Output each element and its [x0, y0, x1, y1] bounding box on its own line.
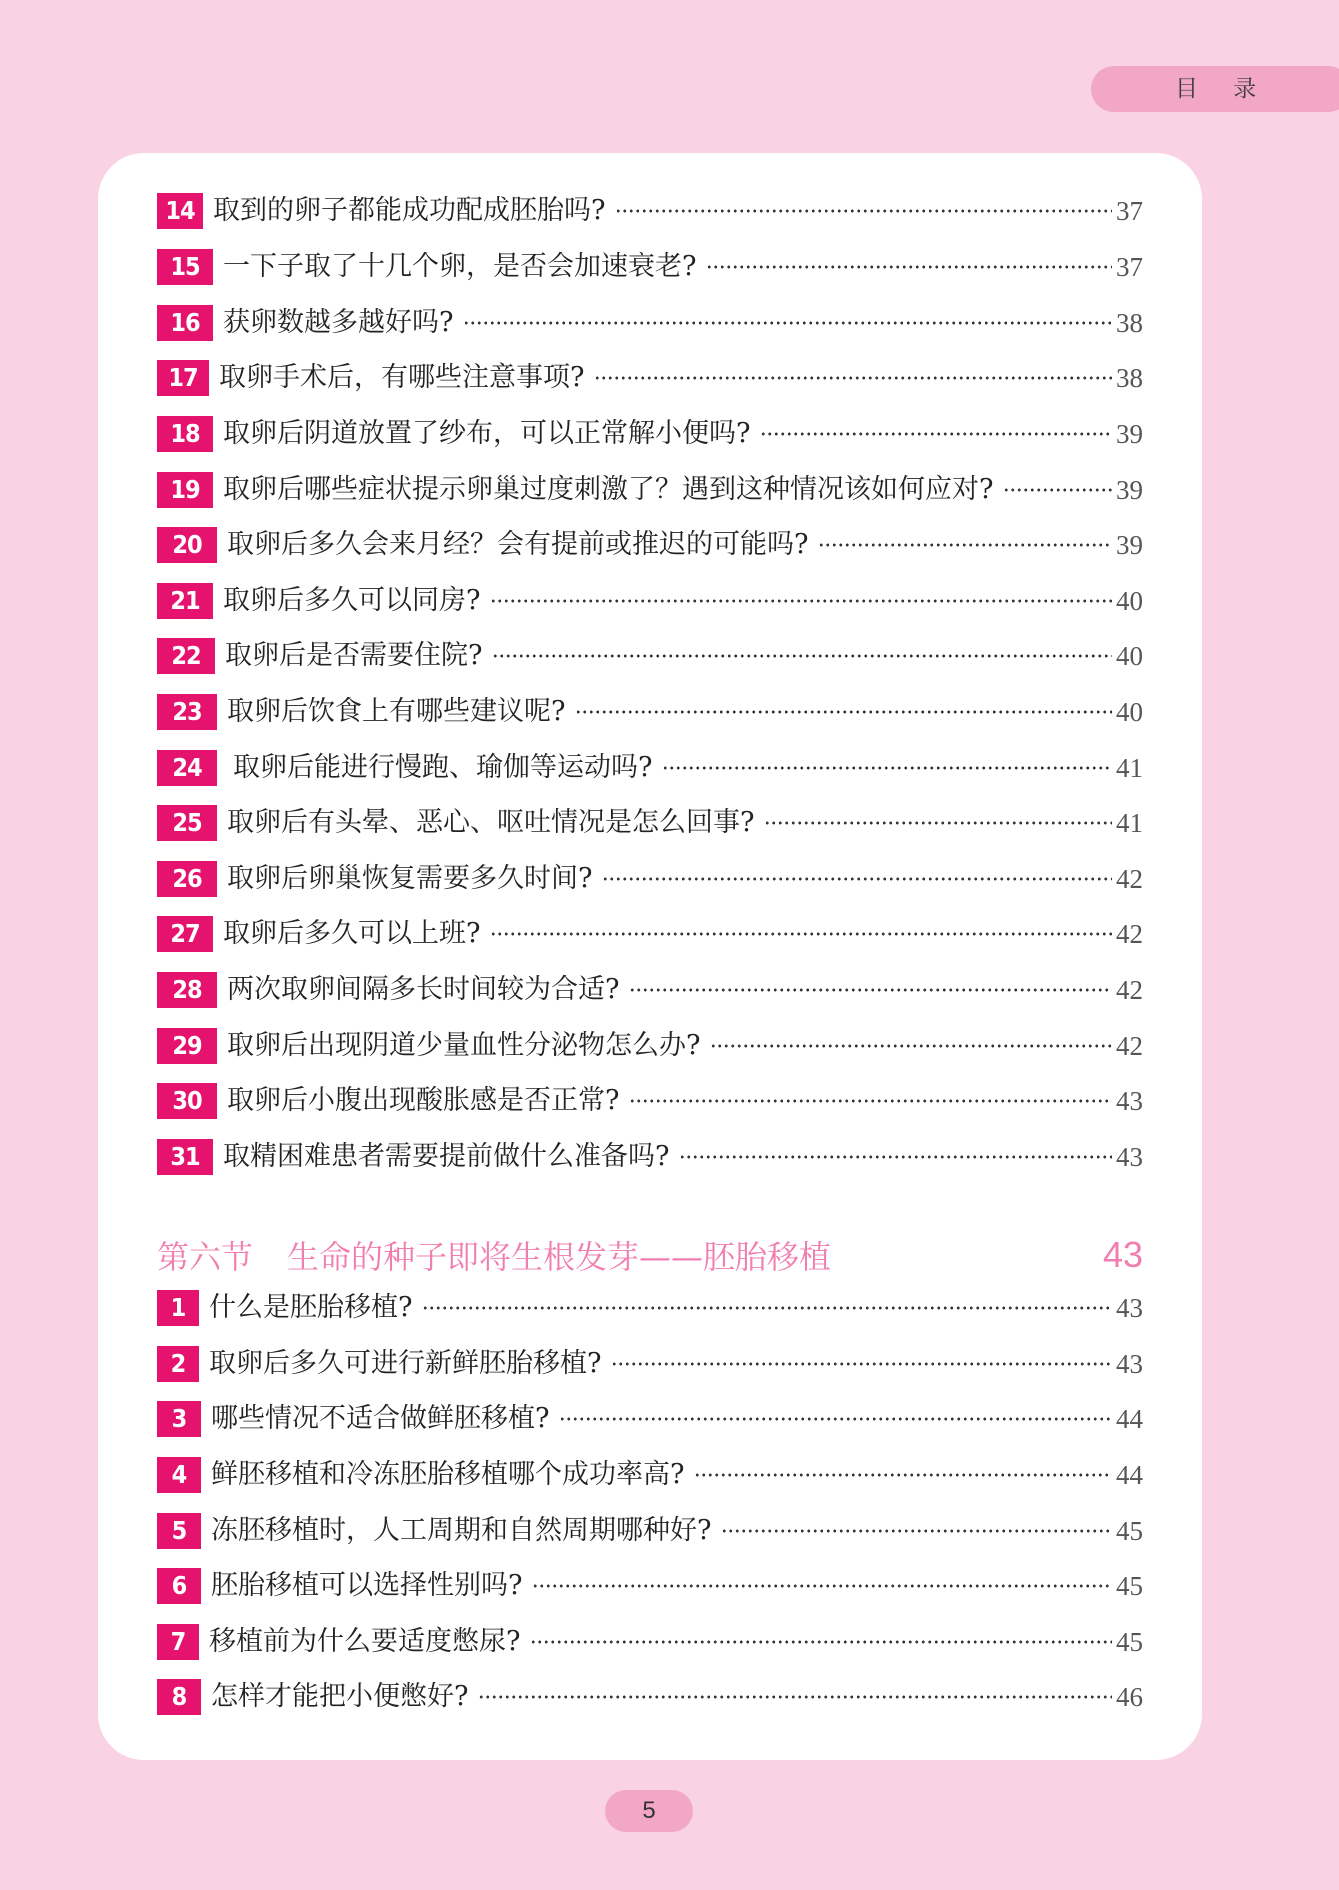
dot-leader [706, 262, 1112, 272]
entry-title: 一下子取了十几个卵，是否会加速衰老? [223, 251, 697, 282]
entry-title: 胚胎移植可以选择性别吗? [211, 1570, 523, 1601]
entry-title: 取卵后能进行慢跑、瑜伽等运动吗? [233, 752, 653, 783]
dot-leader [721, 1526, 1112, 1536]
toc-entry[interactable] [157, 1289, 1143, 1327]
entry-page-number: 45 [1116, 1571, 1143, 1601]
entry-number-badge: 6 [157, 1568, 201, 1604]
entry-number-badge: 20 [157, 527, 217, 563]
dot-leader [615, 206, 1112, 216]
dot-leader [764, 818, 1112, 828]
toc-entry[interactable] [157, 1456, 1143, 1494]
entry-number-badge: 15 [157, 249, 213, 285]
entry-page-number: 45 [1116, 1516, 1143, 1546]
dot-leader [602, 874, 1112, 884]
entry-page-number: 39 [1116, 475, 1143, 505]
toc-entry[interactable] [157, 1678, 1143, 1716]
entry-title: 鲜胚移植和冷冻胚胎移植哪个成功率高? [211, 1459, 685, 1490]
toc-entry[interactable] [157, 971, 1143, 1009]
toc-entry[interactable] [157, 637, 1143, 675]
toc-entry[interactable] [157, 1400, 1143, 1438]
entry-page-number: 46 [1116, 1682, 1143, 1712]
entry-title: 冻胚移植时，人工周期和自然周期哪种好? [211, 1515, 712, 1546]
entry-title: 取到的卵子都能成功配成胚胎吗? [213, 195, 606, 226]
entry-number-badge: 4 [157, 1457, 201, 1493]
entry-page-number: 37 [1116, 252, 1143, 282]
toc-entry[interactable] [157, 526, 1143, 564]
entry-page-number: 37 [1116, 196, 1143, 226]
entry-title: 获卵数越多越好吗? [223, 307, 454, 338]
section-label: 第六节 [157, 1238, 254, 1276]
dot-leader [530, 1637, 1112, 1647]
dot-leader [492, 651, 1112, 661]
toc-entry[interactable] [157, 582, 1143, 620]
dot-leader [422, 1303, 1112, 1313]
entry-number-badge: 27 [157, 916, 213, 952]
toc-entry[interactable] [157, 359, 1143, 397]
entry-page-number: 40 [1116, 586, 1143, 616]
dot-leader [532, 1581, 1112, 1591]
entry-page-number: 43 [1116, 1142, 1143, 1172]
entry-number-badge: 24 [157, 750, 217, 786]
entry-title: 取卵后阴道放置了纱布，可以正常解小便吗? [223, 418, 751, 449]
dot-leader [490, 929, 1112, 939]
dot-leader [611, 1359, 1112, 1369]
entry-page-number: 43 [1116, 1349, 1143, 1379]
entry-number-badge: 2 [157, 1346, 199, 1382]
entry-number-badge: 23 [157, 694, 217, 730]
entry-title: 哪些情况不适合做鲜胚移植? [211, 1403, 550, 1434]
entry-title: 取卵后小腹出现酸胀感是否正常? [227, 1085, 620, 1116]
entry-page-number: 39 [1116, 419, 1143, 449]
entry-number-badge: 5 [157, 1513, 201, 1549]
entry-title: 取卵后多久可进行新鲜胚胎移植? [209, 1348, 602, 1379]
entry-title: 移植前为什么要适度憋尿? [209, 1626, 521, 1657]
dot-leader [760, 429, 1112, 439]
entry-number-badge: 30 [157, 1083, 217, 1119]
toc-entry[interactable] [157, 860, 1143, 898]
entry-number-badge: 3 [157, 1401, 201, 1437]
dot-leader [679, 1152, 1112, 1162]
toc-entry[interactable] [157, 304, 1143, 342]
entry-page-number: 42 [1116, 1031, 1143, 1061]
toc-entry[interactable] [157, 1027, 1143, 1065]
toc-entry[interactable] [157, 804, 1143, 842]
entry-title: 取卵后多久可以同房? [223, 585, 481, 616]
dot-leader [559, 1414, 1112, 1424]
entry-number-badge: 29 [157, 1028, 217, 1064]
entry-number-badge: 19 [157, 472, 213, 508]
entry-number-badge: 31 [157, 1139, 213, 1175]
entry-page-number: 44 [1116, 1404, 1143, 1434]
entry-page-number: 44 [1116, 1460, 1143, 1490]
dot-leader [575, 707, 1112, 717]
entry-page-number: 40 [1116, 697, 1143, 727]
entry-number-badge: 18 [157, 416, 213, 452]
toc-entry[interactable] [157, 1138, 1143, 1176]
entry-title: 取卵后卵巢恢复需要多久时间? [227, 863, 593, 894]
toc-entry[interactable] [157, 1512, 1143, 1550]
section-heading[interactable] [157, 1232, 1143, 1278]
toc-entry[interactable] [157, 471, 1143, 509]
entry-page-number: 42 [1116, 919, 1143, 949]
entry-page-number: 43 [1116, 1086, 1143, 1116]
toc-entry[interactable] [157, 1567, 1143, 1605]
page-number: 5 [642, 1797, 656, 1824]
header-label: 目 录 [1175, 76, 1271, 102]
entry-title: 取卵后是否需要住院? [225, 640, 483, 671]
toc-entry[interactable] [157, 1082, 1143, 1120]
entry-number-badge: 22 [157, 638, 215, 674]
entry-number-badge: 16 [157, 305, 213, 341]
entry-number-badge: 21 [157, 583, 213, 619]
entry-title: 什么是胚胎移植? [209, 1292, 413, 1323]
entry-page-number: 39 [1116, 530, 1143, 560]
dot-leader [463, 318, 1112, 328]
entry-page-number: 38 [1116, 363, 1143, 393]
entry-page-number: 40 [1116, 641, 1143, 671]
entry-title: 取卵后出现阴道少量血性分泌物怎么办? [227, 1030, 701, 1061]
dot-leader [594, 373, 1112, 383]
toc-entry[interactable] [157, 248, 1143, 286]
entry-page-number: 42 [1116, 864, 1143, 894]
dot-leader [662, 763, 1112, 773]
entry-number-badge: 28 [157, 972, 217, 1008]
entry-number-badge: 14 [157, 193, 203, 229]
entry-page-number: 42 [1116, 975, 1143, 1005]
toc-entry[interactable] [157, 1623, 1143, 1661]
entry-title: 怎样才能把小便憋好? [211, 1681, 469, 1712]
entry-page-number: 38 [1116, 308, 1143, 338]
entry-number-badge: 7 [157, 1624, 199, 1660]
dot-leader [490, 596, 1112, 606]
dot-leader [629, 985, 1112, 995]
entry-title: 取卵手术后，有哪些注意事项? [219, 362, 585, 393]
entry-title: 取卵后有头晕、恶心、呕吐情况是怎么回事? [227, 807, 755, 838]
entry-number-badge: 26 [157, 861, 217, 897]
entry-title: 两次取卵间隔多长时间较为合适? [227, 974, 620, 1005]
entry-page-number: 41 [1116, 808, 1143, 838]
toc-entry[interactable] [157, 1345, 1143, 1383]
dot-leader [478, 1692, 1112, 1702]
dot-leader [694, 1470, 1112, 1480]
entry-title: 取卵后多久可以上班? [223, 918, 481, 949]
entry-page-number: 45 [1116, 1627, 1143, 1657]
section-page-number: 43 [1102, 1234, 1143, 1275]
toc-entry[interactable] [157, 915, 1143, 953]
entry-number-badge: 17 [157, 360, 209, 396]
entry-title: 取卵后饮食上有哪些建议呢? [227, 696, 566, 727]
entry-number-badge: 1 [157, 1290, 199, 1326]
entry-title: 取卵后多久会来月经？会有提前或推迟的可能吗? [227, 529, 809, 560]
toc-entry[interactable] [157, 749, 1143, 787]
toc-entry[interactable] [157, 693, 1143, 731]
dot-leader [1003, 485, 1112, 495]
toc-entry[interactable] [157, 415, 1143, 453]
entry-title: 取精困难患者需要提前做什么准备吗? [223, 1141, 670, 1172]
entry-page-number: 43 [1116, 1293, 1143, 1323]
dot-leader [818, 540, 1112, 550]
dot-leader [629, 1096, 1112, 1106]
entry-number-badge: 8 [157, 1679, 201, 1715]
dot-leader [710, 1041, 1112, 1051]
toc-entry[interactable] [157, 192, 1143, 230]
section-title: 生命的种子即将生根发芽——胚胎移植 [287, 1238, 832, 1276]
entry-page-number: 41 [1116, 753, 1143, 783]
entry-title: 取卵后哪些症状提示卵巢过度刺激了？遇到这种情况该如何应对? [223, 474, 994, 505]
entry-number-badge: 25 [157, 805, 217, 841]
